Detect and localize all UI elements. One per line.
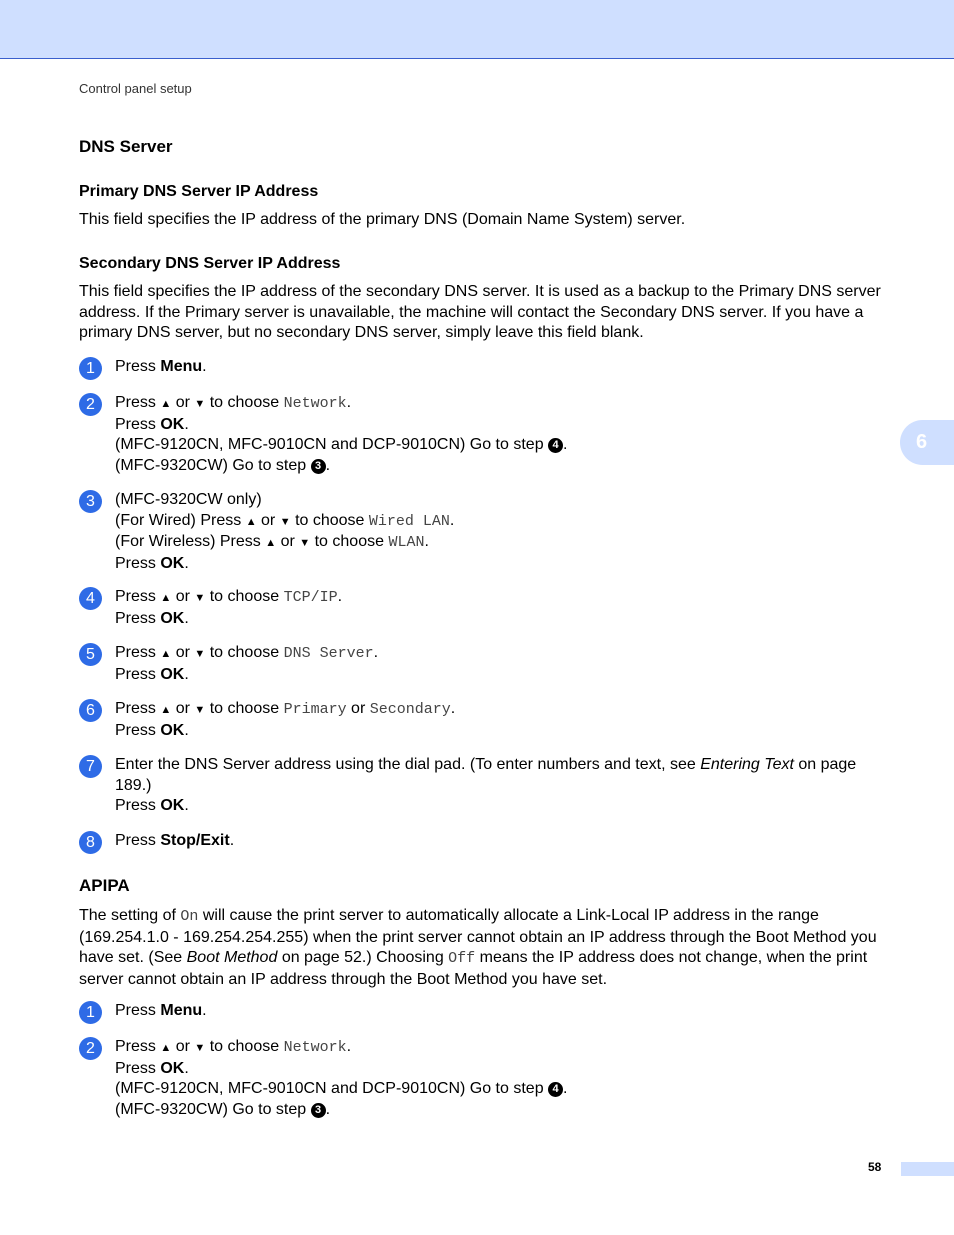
setting-on-value: On bbox=[180, 908, 199, 925]
ok-key-label: OK bbox=[160, 665, 185, 683]
down-arrow-icon: ▼ bbox=[194, 648, 206, 660]
dns-step-3: 3 (MFC-9320CW only) (For Wired) Press ▲ or ▼ to choose Wired LAN. (For Wireless) Press ▲ or ▼ to choose WLAN. Press OK. bbox=[79, 490, 891, 574]
step-number-badge: 2 bbox=[79, 1037, 102, 1060]
ok-key-label: OK bbox=[160, 1059, 185, 1077]
up-arrow-icon: ▲ bbox=[160, 592, 172, 604]
lcd-option-network: Network bbox=[283, 1039, 347, 1056]
menu-key-label: Menu bbox=[160, 1002, 203, 1019]
secondary-dns-heading: Secondary DNS Server IP Address bbox=[79, 255, 341, 272]
down-arrow-icon: ▼ bbox=[299, 537, 311, 549]
dns-step-6: 6 Press ▲ or ▼ to choose Primary or Secondary. Press OK. bbox=[79, 699, 891, 741]
lcd-option-wired-lan: Wired LAN bbox=[368, 512, 450, 530]
secondary-dns-paragraph: This field specifies the IP address of the secondary DNS server. It is used as a backup to the Primary DNS server address. If the Primary server is unavailable, the machine will contact the Secondary DNS server. If you have a primary DNS server, but no secondary DNS server, simply leave this field blank. bbox=[79, 283, 881, 341]
boot-method-link[interactable]: Boot Method bbox=[186, 949, 278, 966]
up-arrow-icon: ▲ bbox=[160, 398, 172, 410]
step-number-badge: 1 bbox=[79, 1001, 102, 1024]
step-number-badge: 4 bbox=[79, 587, 102, 610]
down-arrow-icon: ▼ bbox=[194, 398, 206, 410]
apipa-step-2: 2 Press ▲ or ▼ to choose Network. Press OK. (MFC-9120CN, MFC-9010CN and DCP-9010CN) Go to step 4 . (MFC-9320CW) Go to step 3 . bbox=[79, 1037, 891, 1120]
ok-key-label: OK bbox=[160, 415, 185, 433]
dns-step-8: 8 Press Stop/Exit. bbox=[79, 831, 891, 852]
dns-server-heading: DNS Server bbox=[79, 137, 173, 156]
apipa-paragraph: The setting of On will cause the print server to automatically allocate a Link-Local IP address in the range (169.254.1.0 - 169.254.254.255) when the print server cannot obtain an IP address through the Boot Method you have set. (See Boot Method on page 52.) Choosing Off means the IP address does not change, when the print server cannot obtain an IP address through the Boot Method you have set. bbox=[79, 907, 877, 988]
step-ref-3-icon: 3 bbox=[311, 1103, 326, 1118]
stop-exit-key-label: Stop/Exit bbox=[160, 832, 230, 849]
ok-key-label: OK bbox=[160, 554, 185, 572]
step-ref-4-icon: 4 bbox=[548, 1082, 563, 1097]
up-arrow-icon: ▲ bbox=[245, 515, 257, 528]
running-header: Control panel setup bbox=[79, 81, 192, 96]
up-arrow-icon: ▲ bbox=[160, 648, 172, 660]
step-number-badge: 3 bbox=[79, 490, 102, 513]
up-arrow-icon: ▲ bbox=[265, 537, 277, 549]
lcd-option-wlan: WLAN bbox=[388, 534, 425, 551]
primary-dns-paragraph: This field specifies the IP address of the primary DNS (Domain Name System) server. bbox=[79, 211, 686, 228]
up-arrow-icon: ▲ bbox=[160, 1042, 172, 1054]
menu-key-label: Menu bbox=[160, 358, 203, 375]
step-number-badge: 8 bbox=[79, 831, 102, 854]
step-number-badge: 5 bbox=[79, 643, 102, 666]
dns-step-7: 7 Enter the DNS Server address using the dial pad. (To enter numbers and text, see Entering Text on page 189.) Press OK. bbox=[79, 755, 891, 817]
ok-key-label: OK bbox=[160, 721, 185, 739]
step-number-badge: 7 bbox=[79, 755, 102, 778]
down-arrow-icon: ▼ bbox=[194, 1042, 206, 1054]
lcd-option-secondary: Secondary bbox=[369, 701, 451, 718]
lcd-option-network: Network bbox=[283, 395, 347, 412]
dns-step-5: 5 Press ▲ or ▼ to choose DNS Server. Press OK. bbox=[79, 643, 891, 685]
entering-text-link[interactable]: Entering Text bbox=[700, 756, 794, 773]
header-band bbox=[0, 0, 954, 59]
ok-key-label: OK bbox=[160, 609, 185, 627]
step-ref-3-icon: 3 bbox=[311, 459, 326, 474]
down-arrow-icon: ▼ bbox=[194, 592, 206, 604]
lcd-option-dns-server: DNS Server bbox=[283, 645, 374, 662]
footer-bar bbox=[901, 1162, 954, 1176]
up-arrow-icon: ▲ bbox=[160, 704, 172, 716]
step-ref-4-icon: 4 bbox=[548, 438, 563, 453]
primary-dns-heading: Primary DNS Server IP Address bbox=[79, 183, 319, 200]
lcd-option-primary: Primary bbox=[283, 701, 347, 718]
lcd-option-tcpip: TCP/IP bbox=[283, 589, 338, 606]
step-number-badge: 6 bbox=[79, 699, 102, 722]
setting-off-value: Off bbox=[448, 950, 476, 967]
chapter-tab: 6 bbox=[900, 420, 954, 465]
dns-step-2: 2 Press ▲ or ▼ to choose Network. Press OK. (MFC-9120CN, MFC-9010CN and DCP-9010CN) Go to step 4 . (MFC-9320CW) Go to step 3 . bbox=[79, 393, 891, 476]
apipa-heading: APIPA bbox=[79, 876, 130, 895]
down-arrow-icon: ▼ bbox=[194, 704, 206, 716]
ok-key-label: OK bbox=[160, 797, 185, 814]
apipa-step-1: 1 Press Menu. bbox=[79, 1001, 891, 1022]
step-number-badge: 1 bbox=[79, 357, 102, 380]
step-number-badge: 2 bbox=[79, 393, 102, 416]
page-number: 58 bbox=[868, 1160, 882, 1174]
dns-step-4: 4 Press ▲ or ▼ to choose TCP/IP. Press OK. bbox=[79, 587, 891, 629]
dns-step-1: 1 Press Menu. bbox=[79, 357, 891, 378]
down-arrow-icon: ▼ bbox=[279, 515, 291, 528]
